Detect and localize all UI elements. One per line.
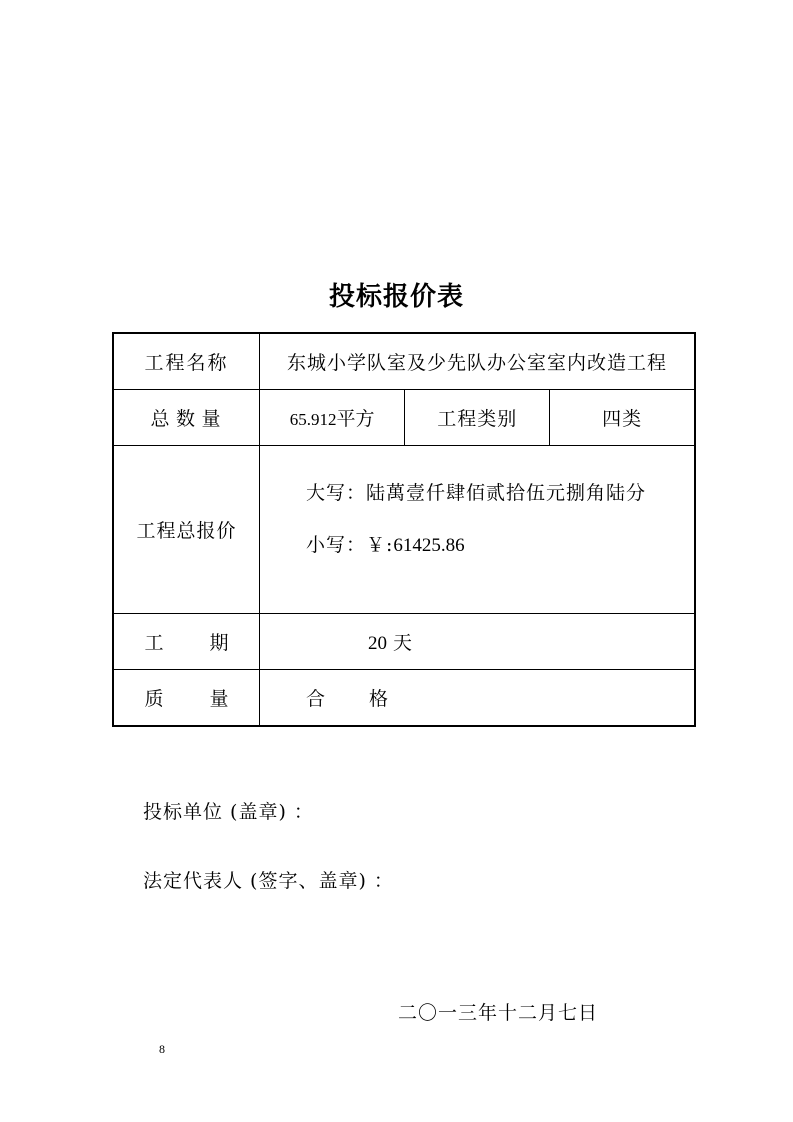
total-price-label: 工程总报价 [113, 446, 260, 614]
period-label: 工期 [144, 632, 229, 655]
bid-quotation-table [112, 332, 696, 727]
total-price-value-cell [260, 446, 696, 614]
period-value-cell [260, 613, 696, 669]
price-in-words [306, 478, 646, 505]
price-in-words-value: 陆萬壹仟肆佰贰拾伍元捌角陆分 [366, 482, 647, 505]
table-row-period [113, 613, 695, 669]
quantity-label-cell [113, 389, 260, 445]
period-number: 20 [368, 633, 387, 655]
table-row-quality [113, 670, 695, 726]
quality-label: 质量 [144, 688, 229, 711]
project-name-value: 东城小学队室及少先队办公室室内改造工程 [260, 333, 696, 389]
quality-value: 合格 [306, 688, 388, 711]
bidder-unit-signature-line: 投标单位 (盖章) ： [143, 801, 314, 823]
page-number: 8 [159, 1042, 165, 1056]
category-label: 工程类别 [405, 389, 550, 445]
price-in-figures-prefix: 小写：￥: [306, 534, 394, 557]
price-in-words-prefix: 大写： [306, 482, 367, 505]
period-unit: 天 [393, 632, 413, 655]
project-name-label: 工程名称 [113, 333, 260, 389]
price-in-figures-value: 61425.86 [393, 535, 465, 557]
quality-value-cell [260, 670, 696, 726]
quantity-number: 65.912 [289, 409, 337, 429]
category-value: 四类 [550, 389, 695, 445]
document-date: 二〇一三年十二月七日 [398, 1002, 599, 1024]
document-title: 投标报价表 [328, 282, 464, 312]
quantity-label: 总数量 [150, 407, 223, 430]
table-row-total-price [113, 446, 695, 614]
table-row-quantity [113, 389, 695, 445]
price-in-figures [306, 530, 465, 557]
quantity-unit: 平方 [336, 407, 375, 430]
quality-label-cell [113, 670, 260, 726]
table-row-project-name [113, 333, 695, 389]
period-label-cell [113, 613, 260, 669]
legal-representative-signature-line: 法定代表人 (签字、盖章) ： [143, 870, 394, 892]
quantity-value-cell [260, 389, 405, 445]
